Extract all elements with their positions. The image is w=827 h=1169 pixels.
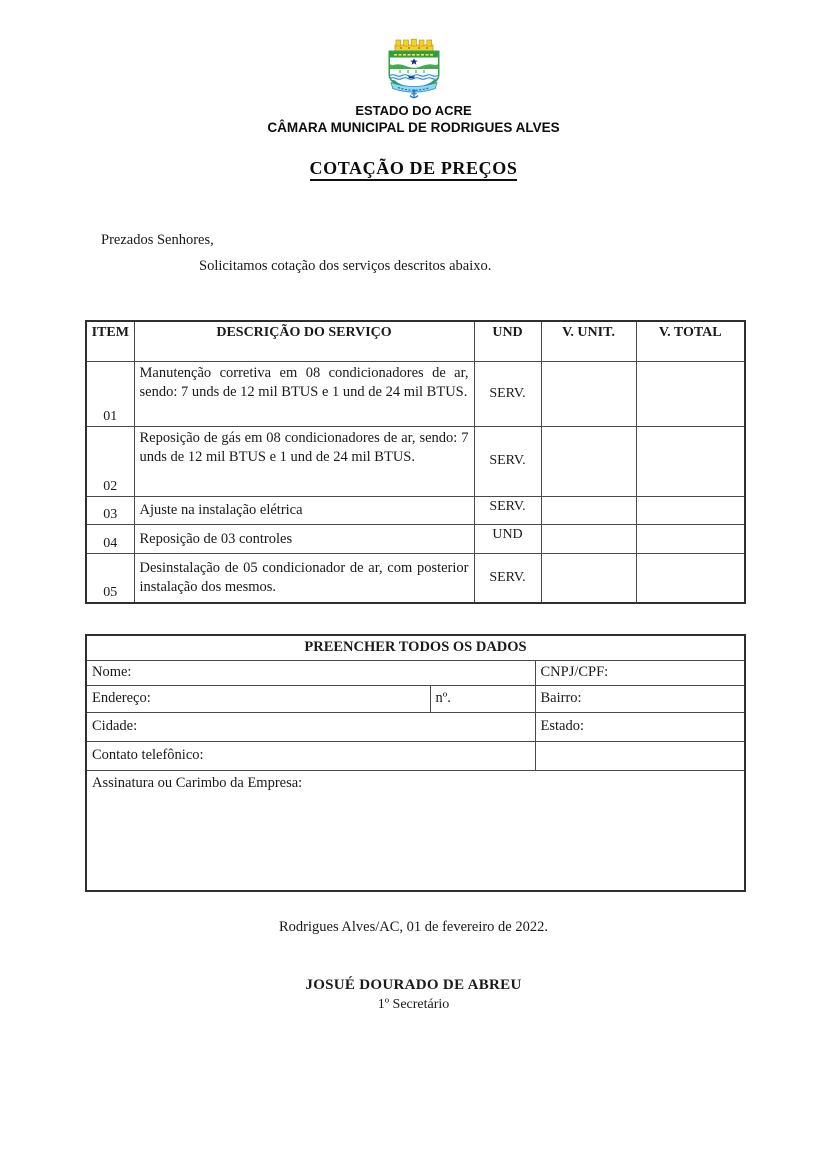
form-row-contato bbox=[86, 741, 745, 770]
cell-v-total bbox=[636, 553, 745, 603]
cell-v-total bbox=[636, 524, 745, 553]
document-title: COTAÇÃO DE PREÇOS bbox=[310, 158, 518, 181]
salutation-text: Prezados Senhores, bbox=[101, 232, 214, 248]
field-contato-empty-cell bbox=[535, 741, 745, 770]
cell-descricao: Reposição de 03 controles bbox=[134, 524, 474, 553]
cell-und: SERV. bbox=[474, 361, 541, 426]
cell-und: SERV. bbox=[474, 426, 541, 496]
signer-name: JOSUÉ DOURADO DE ABREU bbox=[305, 977, 522, 993]
field-estado: Estado: bbox=[535, 712, 745, 741]
crown-icon bbox=[395, 39, 433, 51]
service-row bbox=[86, 361, 745, 426]
cell-item: 04 bbox=[86, 524, 134, 553]
field-cidade: Cidade: bbox=[86, 712, 535, 741]
cell-item: 01 bbox=[86, 361, 134, 426]
intro-block bbox=[101, 232, 827, 275]
col-header-item: ITEM bbox=[86, 321, 134, 361]
signer-role: 1º Secretário bbox=[377, 997, 450, 1012]
cell-v-unit bbox=[541, 553, 636, 603]
document-header bbox=[0, 0, 827, 179]
cell-v-total bbox=[636, 361, 745, 426]
form-row-endereco bbox=[86, 685, 745, 712]
cell-v-unit bbox=[541, 496, 636, 524]
form-title-row bbox=[86, 635, 745, 660]
service-row bbox=[86, 426, 745, 496]
cell-descricao: Manutenção corretiva em 08 condicionadores de ar, sendo: 7 unds de 12 mil BTUS e 1 und de 24 mil BTUS. bbox=[134, 361, 474, 426]
cell-v-unit bbox=[541, 524, 636, 553]
municipal-coat-of-arms-icon bbox=[378, 37, 450, 101]
cell-v-unit bbox=[541, 361, 636, 426]
cell-v-total bbox=[636, 496, 745, 524]
boat-icon bbox=[408, 77, 415, 79]
field-nome: Nome: bbox=[86, 660, 535, 685]
cell-descricao: Desinstalação de 05 condicionador de ar, com posterior instalação dos mesmos. bbox=[134, 553, 474, 603]
cell-und: UND bbox=[474, 524, 541, 553]
cell-v-total bbox=[636, 426, 745, 496]
title-row bbox=[0, 158, 827, 179]
services-table bbox=[85, 320, 746, 604]
field-assinatura: Assinatura ou Carimbo da Empresa: bbox=[86, 770, 745, 891]
service-row bbox=[86, 524, 745, 553]
form-row-assinatura bbox=[86, 770, 745, 891]
date-line: Rodrigues Alves/AC, 01 de fevereiro de 2022. bbox=[278, 919, 548, 935]
form-title: PREENCHER TODOS OS DADOS bbox=[86, 635, 745, 660]
col-header-v-total: V. TOTAL bbox=[636, 321, 745, 361]
service-row bbox=[86, 496, 745, 524]
cell-item: 02 bbox=[86, 426, 134, 496]
cell-item: 05 bbox=[86, 553, 134, 603]
col-header-v-unit: V. UNIT. bbox=[541, 321, 636, 361]
cell-und: SERV. bbox=[474, 553, 541, 603]
cell-v-unit bbox=[541, 426, 636, 496]
org-chamber-name: CÂMARA MUNICIPAL DE RODRIGUES ALVES bbox=[267, 120, 560, 135]
cell-descricao: Ajuste na instalação elétrica bbox=[134, 496, 474, 524]
cell-item: 03 bbox=[86, 496, 134, 524]
form-row-nome bbox=[86, 660, 745, 685]
form-table bbox=[85, 634, 746, 892]
cell-und: SERV. bbox=[474, 496, 541, 524]
request-text: Solicitamos cotação dos serviços descritos abaixo. bbox=[199, 258, 492, 274]
field-contato: Contato telefônico: bbox=[86, 741, 535, 770]
services-header-row bbox=[86, 321, 745, 361]
field-bairro: Bairro: bbox=[535, 685, 745, 712]
col-header-und: UND bbox=[474, 321, 541, 361]
field-numero: nº. bbox=[430, 685, 535, 712]
col-header-descricao: DESCRIÇÃO DO SERVIÇO bbox=[134, 321, 474, 361]
form-row-cidade bbox=[86, 712, 745, 741]
org-state-name: ESTADO DO ACRE bbox=[355, 103, 472, 118]
cell-descricao: Reposição de gás em 08 condicionadores de ar, sendo: 7 unds de 12 mil BTUS e 1 und de 24 mil BTUS. bbox=[134, 426, 474, 496]
service-row bbox=[86, 553, 745, 603]
field-cnpj-cpf: CNPJ/CPF: bbox=[535, 660, 745, 685]
field-endereco: Endereço: bbox=[86, 685, 430, 712]
